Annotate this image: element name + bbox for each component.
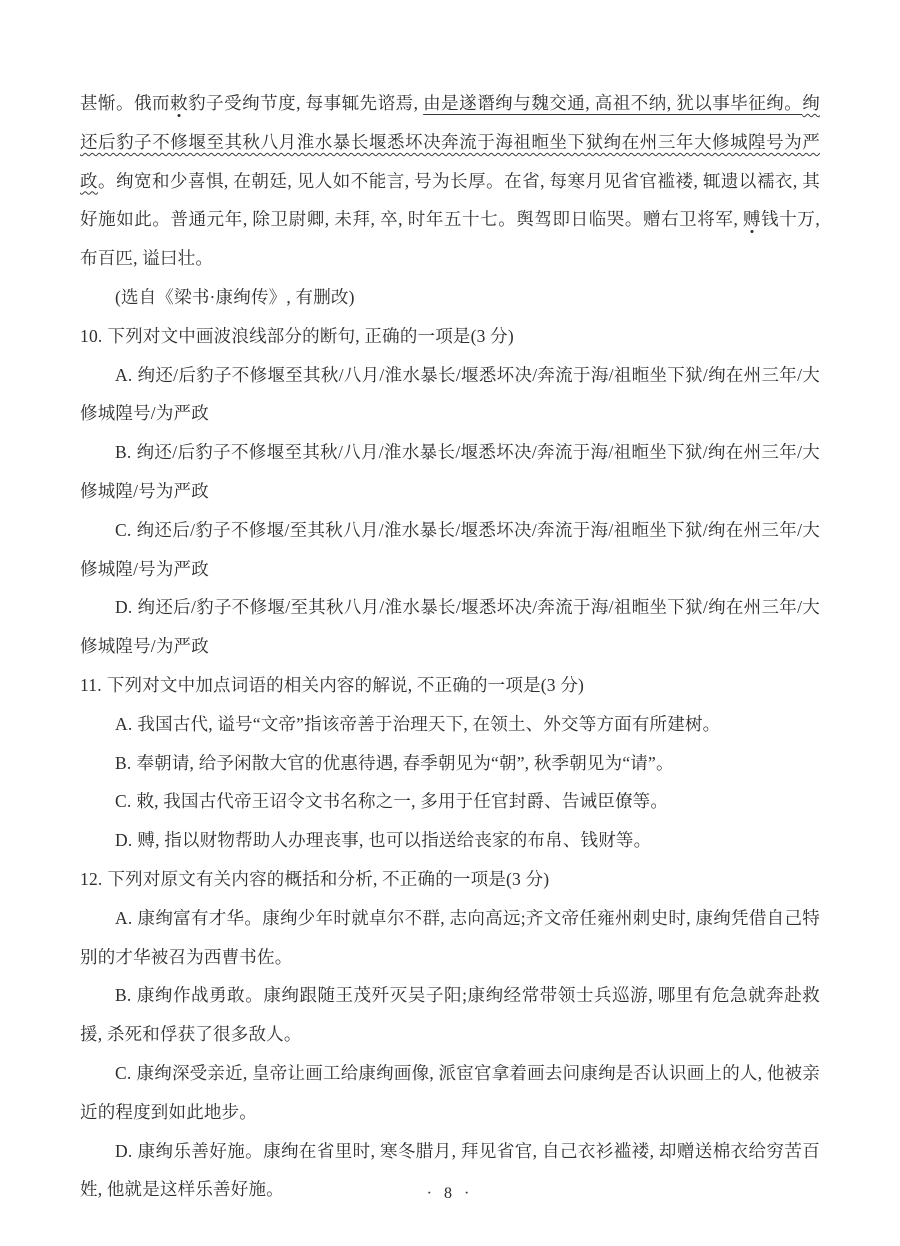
option-text: 绚还后/豹子不修堰/至其秋八月/淮水暴长/堰悉坏决/奔流于海/祖暅坐下狱/绚在州三年/大修城隍号/为严政 xyxy=(80,597,820,657)
option-label: C. xyxy=(115,1062,132,1083)
option-b xyxy=(80,433,820,511)
passage-paragraph xyxy=(80,84,820,278)
option-text: 康绚作战勇敢。康绚跟随王茂歼灭吴子阳;康绚经常带领士兵巡游, 哪里有危急就奔赴救援, 杀死和俘获了很多敌人。 xyxy=(80,985,820,1045)
option-text: 奉朝请, 给予闲散大官的优惠待遇, 春季朝见为“朝”, 秋季朝见为“请”。 xyxy=(136,752,674,773)
option-text: 赙, 指以财物帮助人办理丧事, 也可以指送给丧家的布帛、钱财等。 xyxy=(137,830,652,851)
question-11 xyxy=(80,666,820,860)
option-label: D. xyxy=(115,1140,133,1161)
question-stem xyxy=(80,666,820,705)
option-d xyxy=(80,588,820,666)
emphasized-term: 敕 xyxy=(170,93,189,113)
option-text: 康绚富有才华。康绚少年时就卓尔不群, 志向高远;齐文帝任雍州刺史时, 康绚凭借自己特别的才华被召为西曹书佐。 xyxy=(80,907,820,967)
option-d xyxy=(80,821,820,860)
passage-text: 钱十万, 布百匹, 谥曰壮。 xyxy=(80,209,820,269)
option-text: 敕, 我国古代帝王诏令文书名称之一, 多用于任官封爵、告诫臣僚等。 xyxy=(136,791,669,812)
option-a xyxy=(80,705,820,744)
question-number: 12. xyxy=(80,868,103,889)
question-number: 10. xyxy=(80,325,103,346)
question-stem-text: 下列对文中加点词语的相关内容的解说, 不正确的一项是(3 分) xyxy=(106,674,585,695)
question-stem xyxy=(80,317,820,356)
underline-segment: 由是遂谮绚与魏交通, 高祖不纳, 犹以事毕征绚。 xyxy=(423,93,803,113)
source-attribution: (选自《梁书·康绚传》, 有删改) xyxy=(115,286,355,307)
option-text: 我国古代, 谥号“文帝”指该帝善于治理天下, 在领土、外交等方面有所建树。 xyxy=(137,713,721,734)
passage-text: 甚惭。俄而 xyxy=(80,93,171,113)
option-c xyxy=(80,1054,820,1132)
question-stem xyxy=(80,860,820,899)
passage-text: 。绚宽和少喜惧, 在朝廷, 见人如不能言, 号为长厚。在省, 每寒月见省官褴褛, 辄遗以襦衣, 其好施如此。普通元年, 除卫尉卿, 未拜, 卒, 时年五十七。舆驾即日临哭。赠右卫将军, xyxy=(80,170,820,230)
option-label: A. xyxy=(115,364,133,385)
option-text: 绚还后/豹子不修堰/至其秋八月/淮水暴长/堰悉坏决/奔流于海/祖暅坐下狱/绚在州三年/大修城隍/号为严政 xyxy=(80,519,820,579)
wavy-underline-segment: 绚还后豹子不修堰至其秋八月淮水暴长堰悉坏决奔流于海祖暅坐下狱绚在州三年大修城隍号为严政 xyxy=(80,93,820,191)
option-b xyxy=(80,744,820,783)
option-label: C. xyxy=(115,519,132,540)
option-c xyxy=(80,511,820,589)
option-text: 康绚深受亲近, 皇帝让画工给康绚画像, 派宦官拿着画去问康绚是否认识画上的人, 他被亲近的程度到如此地步。 xyxy=(80,1062,820,1122)
option-label: B. xyxy=(115,442,132,463)
questions xyxy=(80,317,820,1209)
option-text: 绚还/后豹子不修堰至其秋/八月/淮水暴长/堰悉坏决/奔流于海/祖暅坐下狱/绚在州三年/大修城隍号/为严政 xyxy=(80,364,820,424)
option-label: B. xyxy=(115,985,132,1006)
option-label: A. xyxy=(115,907,133,928)
option-a xyxy=(80,356,820,434)
question-stem-text: 下列对原文有关内容的概括和分析, 不正确的一项是(3 分) xyxy=(107,868,550,889)
option-label: C. xyxy=(115,791,132,812)
option-label: A. xyxy=(115,713,133,734)
option-label: D. xyxy=(115,830,133,851)
option-label: D. xyxy=(115,597,133,618)
question-12 xyxy=(80,860,820,1209)
page-number: · 8 · xyxy=(426,1185,474,1202)
option-text: 绚还/后豹子不修堰至其秋/八月/淮水暴长/堰悉坏决/奔流于海/祖暅坐下狱/绚在州三年/大修城隍/号为严政 xyxy=(80,442,820,501)
emphasized-term: 赙 xyxy=(743,209,762,230)
option-b xyxy=(80,976,820,1054)
question-stem-text: 下列对文中画波浪线部分的断句, 正确的一项是(3 分) xyxy=(107,325,514,346)
option-a xyxy=(80,899,820,977)
option-text: 康绚乐善好施。康绚在省里时, 寒冬腊月, 拜见省官, 自己衣衫褴褛, 却赠送棉衣给穷苦百姓, 他就是这样乐善好施。 xyxy=(80,1140,820,1200)
question-10 xyxy=(80,317,820,666)
option-c xyxy=(80,782,820,821)
passage-text: 豹子受绚节度, 每事辄先谘焉, xyxy=(188,93,424,113)
question-number: 11. xyxy=(80,674,102,695)
option-label: B. xyxy=(115,752,132,773)
